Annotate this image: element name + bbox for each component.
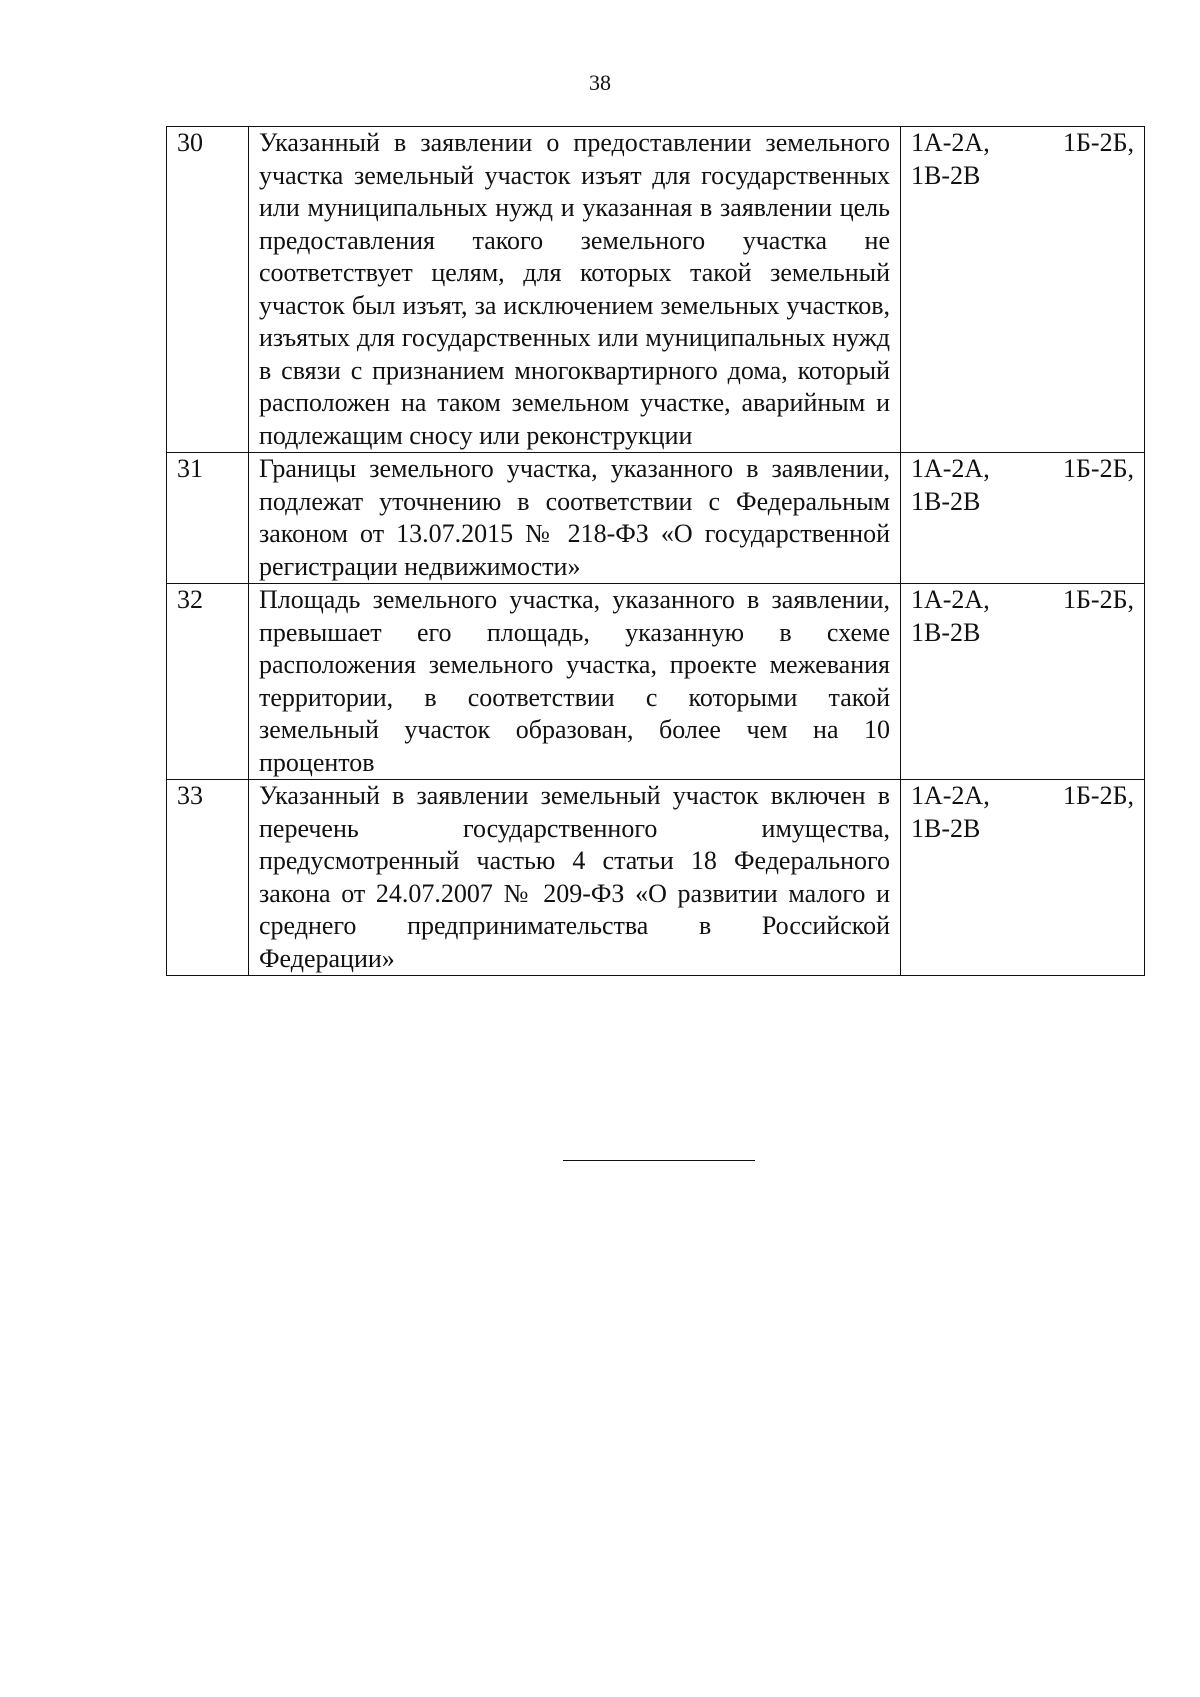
table-row bbox=[167, 780, 1145, 976]
page-number: 38 bbox=[589, 70, 611, 95]
table-row bbox=[167, 584, 1145, 780]
row-number: 32 bbox=[167, 584, 249, 780]
refusal-reason: Указанный в заявлении земельный участок включен в перечень государственного имущества, предусмотренный частью 4 статьи 18 Федерального закона от 24.07.2007 № 209-ФЗ «О развитии малого и среднего предпринимательства в Российской Федерации» bbox=[249, 780, 901, 976]
applicability-codes: 1А-2А, 1Б-2Б, 1В-2В bbox=[901, 127, 1145, 453]
refusal-reason: Указанный в заявлении о предоставлении земельного участка земельный участок изъят для государственных или муниципальных нужд и указанная в заявлении цель предоставления такого земельного участка не соответствует целям, для которых такой земельный участок был изъят, за исключением земельных участков, изъятых для государственных или муниципальных нужд в связи с признанием многоквартирного дома, который расположен на таком земельном участке, аварийным и подлежащим сносу или реконструкции bbox=[249, 127, 901, 453]
refusal-reason: Площадь земельного участка, указанного в заявлении, превышает его площадь, указанную в схеме расположения земельного участка, проекте межевания территории, в соответствии с которыми такой земельный участок образован, более чем на 10 процентов bbox=[249, 584, 901, 780]
row-number: 33 bbox=[167, 780, 249, 976]
applicability-codes: 1А-2А, 1Б-2Б, 1В-2В bbox=[901, 453, 1145, 584]
row-number: 31 bbox=[167, 453, 249, 584]
applicability-codes: 1А-2А, 1Б-2Б, 1В-2В bbox=[901, 780, 1145, 976]
table-row bbox=[167, 127, 1145, 453]
end-of-document-rule bbox=[563, 1160, 755, 1161]
applicability-codes: 1А-2А, 1Б-2Б, 1В-2В bbox=[901, 584, 1145, 780]
table-row bbox=[167, 453, 1145, 584]
row-number: 30 bbox=[167, 127, 249, 453]
refusal-reason: Границы земельного участка, указанного в заявлении, подлежат уточнению в соответствии с Федеральным законом от 13.07.2015 № 218-ФЗ «О государственной регистрации недвижимости» bbox=[249, 453, 901, 584]
criteria-table bbox=[166, 126, 1145, 976]
